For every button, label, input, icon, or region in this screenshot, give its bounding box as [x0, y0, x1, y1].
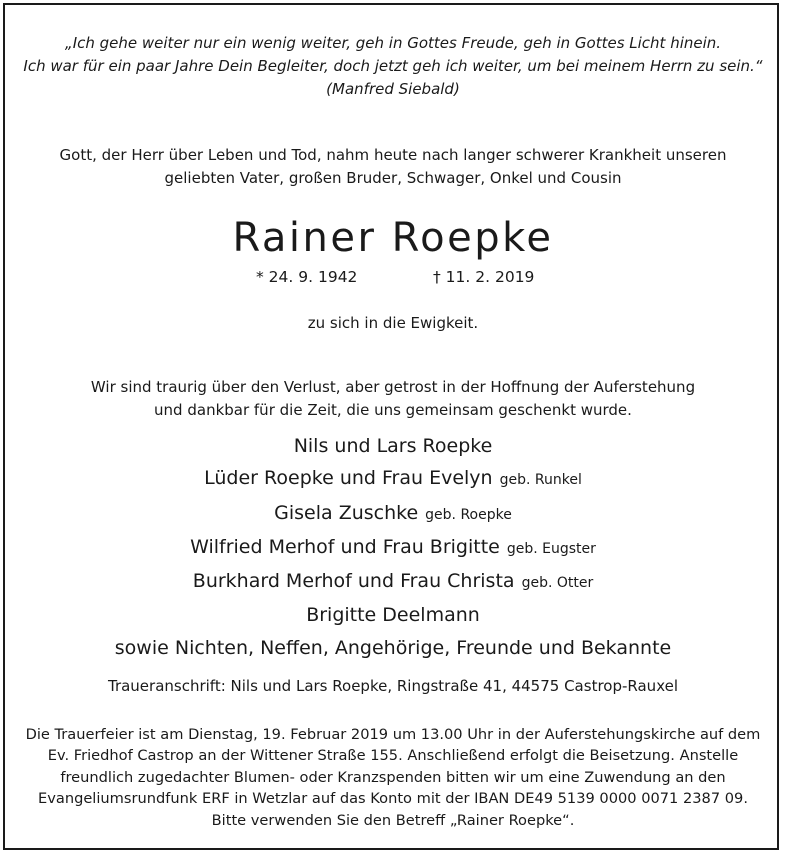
mourning-address: Traueranschrift: Nils und Lars Roepke, Ringstraße 41, 44575 Castrop-Rauxel — [107, 677, 678, 695]
details-line: Ev. Friedhof Castrop an der Wittener Straße 155. Anschließend erfolgt die Beisetzung. Anstelle — [47, 747, 739, 765]
mourner-name: Gisela Zuschke — [274, 501, 419, 524]
birth-date: * 24. 9. 1942 — [256, 268, 358, 286]
notice-border — [3, 3, 779, 850]
mourner-name: Lüder Roepke und Frau Evelyn — [204, 467, 493, 490]
service-details — [0, 724, 786, 831]
mourner-entry — [0, 565, 786, 599]
quote-line: Ich war für ein paar Jahre Dein Begleiter, doch jetzt geh ich weiter, um bei meinem Herrn zu sein.“ — [23, 57, 763, 75]
mourner-entry — [0, 462, 786, 496]
death-date: † 11. 2. 2019 — [433, 268, 535, 286]
details-line: freundlich zugedachter Blumen- oder Kranzspenden bitten wir um eine Zuwendung an den — [60, 768, 726, 786]
maiden-name: geb. Runkel — [499, 472, 582, 489]
details-line: Evangeliumsrundfunk ERF in Wetzlar auf das Konto mit der IBAN DE49 5139 0000 0071 2387 09. — [38, 790, 748, 808]
mourner-entry — [0, 430, 786, 462]
intro-line: geliebten Vater, großen Bruder, Schwager, Onkel und Cousin — [164, 169, 622, 187]
intro-line: Gott, der Herr über Leben und Tod, nahm heute nach langer schwerer Krankheit unseren — [59, 146, 727, 164]
details-line: Die Trauerfeier ist am Dienstag, 19. Februar 2019 um 13.00 Uhr in der Auferstehungskirche auf dem — [25, 726, 761, 743]
maiden-name: geb. Eugster — [506, 540, 596, 557]
mourner-entry — [0, 599, 786, 631]
consolation-text — [0, 376, 786, 422]
mourner-name: sowie Nichten, Neffen, Angehörige, Freunde und Bekannte — [114, 636, 672, 659]
consolation-line: Wir sind traurig über den Verlust, aber getrost in der Hoffnung der Auferstehung — [90, 378, 696, 396]
maiden-name: geb. Roepke — [425, 506, 512, 523]
mourner-name: Brigitte Deelmann — [306, 604, 480, 627]
eternity-text: zu sich in die Ewigkeit. — [307, 314, 479, 332]
mourner-name: Nils und Lars Roepke — [293, 435, 493, 457]
intro-text — [0, 144, 786, 190]
mourner-name: Burkhard Merhof und Frau Christa — [192, 570, 515, 593]
mourner-entry — [0, 632, 786, 664]
maiden-name: geb. Otter — [521, 575, 594, 592]
deceased-name: Rainer Roepke — [232, 215, 554, 261]
bible-quote — [0, 32, 786, 101]
details-line: Bitte verwenden Sie den Betreff „Rainer Roepke“. — [211, 811, 575, 829]
mourners-list — [0, 430, 786, 664]
quote-author: (Manfred Siebald) — [326, 80, 460, 98]
consolation-line: und dankbar für die Zeit, die uns gemeinsam geschenkt wurde. — [154, 401, 632, 419]
mourner-entry — [0, 531, 786, 565]
quote-line: „Ich gehe weiter nur ein wenig weiter, geh in Gottes Freude, geh in Gottes Licht hinein. — [64, 34, 722, 52]
mourner-name: Wilfried Merhof und Frau Brigitte — [190, 535, 500, 558]
mourner-entry — [0, 497, 786, 531]
